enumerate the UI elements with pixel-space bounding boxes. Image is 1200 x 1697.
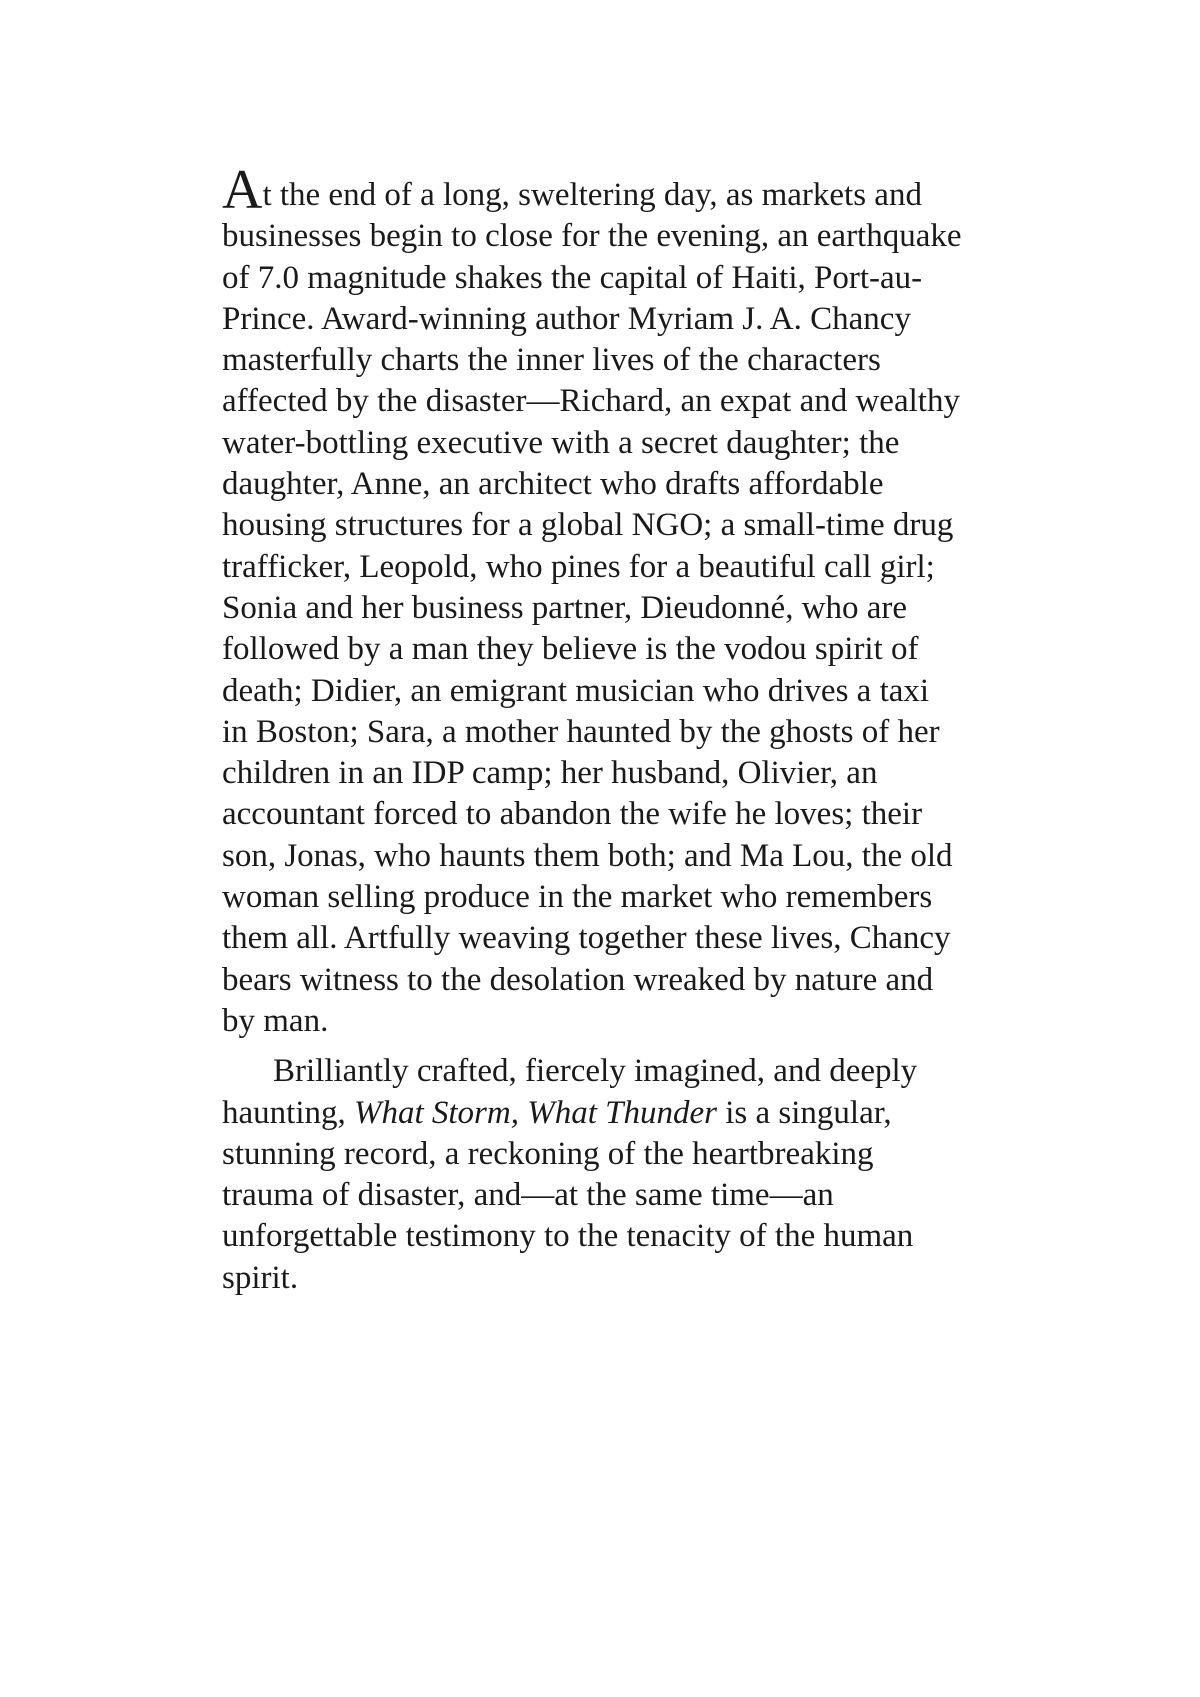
text-line: followed by a man they believe is the vodou spirit of — [222, 631, 919, 668]
text-line — [222, 1093, 1012, 1134]
text-line: by man. — [222, 1002, 329, 1039]
text-line: masterfully charts the inner lives of the characters — [222, 342, 881, 379]
text-line: son, Jonas, who haunts them both; and Ma Lou, the old — [222, 837, 953, 874]
drop-cap: A — [222, 159, 263, 221]
text-line: stunning record, a reckoning of the heartbreaking — [222, 1135, 874, 1172]
text-line: children in an IDP camp; her husband, Olivier, an — [222, 755, 878, 792]
text-segment: haunting, — [222, 1094, 354, 1131]
text-segment: is a singular, — [716, 1094, 892, 1131]
text-line: affected by the disaster—Richard, an expat and wealthy — [222, 383, 960, 420]
paragraph-1 — [222, 159, 1012, 1042]
text-line: trauma of disaster, and—at the same time—an — [222, 1177, 834, 1214]
text-line: daughter, Anne, an architect who drafts affordable — [222, 466, 884, 503]
text-line: trafficker, Leopold, who pines for a beautiful call girl; — [222, 548, 935, 585]
text-line: Brilliantly crafted, fiercely imagined, and deeply — [273, 1053, 918, 1090]
text-line: Sonia and her business partner, Dieudonné, who are — [222, 589, 908, 626]
text-line: businesses begin to close for the evening, an earthquake — [222, 218, 962, 255]
text-line-content: t the end of a long, sweltering day, as markets and — [262, 177, 922, 213]
paragraph-2 — [222, 1051, 1012, 1299]
book-description — [222, 159, 1012, 1299]
text-line: of 7.0 magnitude shakes the capital of Haiti, Port-au- — [222, 259, 923, 296]
text-line: woman selling produce in the market who remembers — [222, 879, 933, 916]
text-line: housing structures for a global NGO; a small-time drug — [222, 507, 954, 544]
book-title: What Storm, What Thunder — [353, 1094, 717, 1131]
text-line — [222, 159, 1012, 221]
text-line: bears witness to the desolation wreaked by nature and — [222, 961, 934, 998]
text-line: in Boston; Sara, a mother haunted by the ghosts of her — [222, 713, 940, 750]
text-line: accountant forced to abandon the wife he loves; their — [222, 796, 923, 833]
text-line: spirit. — [222, 1259, 299, 1296]
text-line: death; Didier, an emigrant musician who drives a taxi — [222, 672, 930, 709]
text-line: water-bottling executive with a secret daughter; the — [222, 424, 900, 461]
text-line: unforgettable testimony to the tenacity of the human — [222, 1218, 914, 1255]
text-line: them all. Artfully weaving together these lives, Chancy — [222, 920, 951, 957]
text-line: Prince. Award-winning author Myriam J. A. Chancy — [222, 300, 911, 337]
